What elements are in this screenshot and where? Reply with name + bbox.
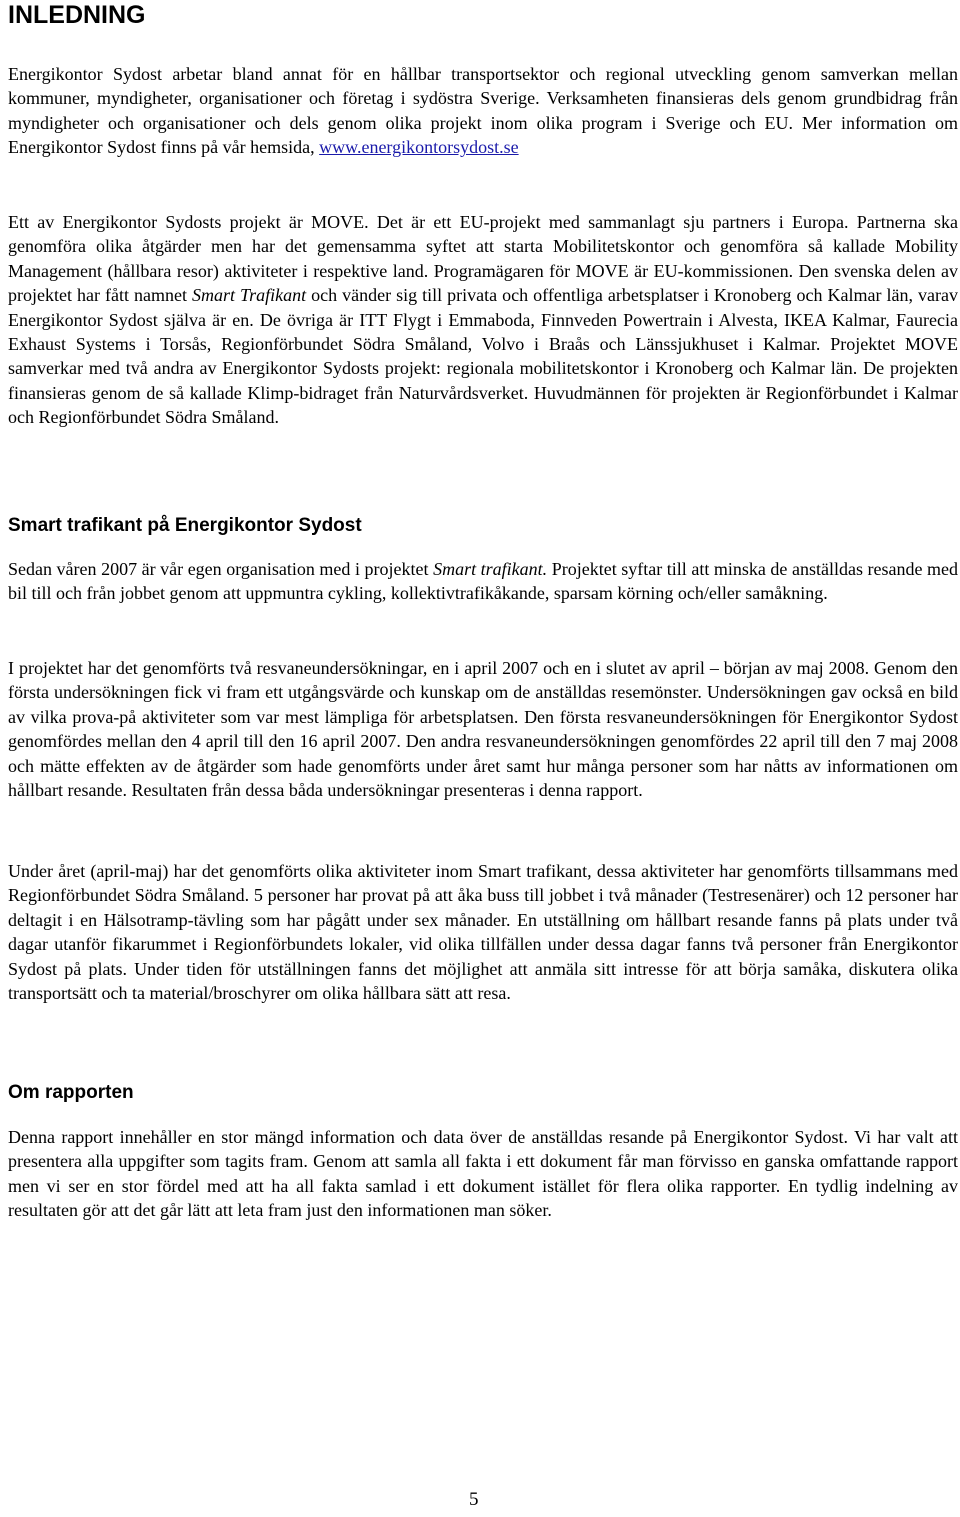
page-number: 5 xyxy=(469,1489,479,1510)
section-heading-smart-trafikant: Smart trafikant på Energikontor Sydost xyxy=(8,515,362,536)
website-link[interactable]: www.energikontorsydost.se xyxy=(319,137,519,158)
intro-text: Energikontor Sydost arbetar bland annat för en hållbar transportsektor och regional utveckling genom samverkan mellan kommuner, myndigheter, organisationer och företag i sydöstra Sverige. Verksamheten finansieras dels genom grundbidrag från myndigheter och organisationer och dels genom olika projekt inom olika program i Sverige och EU. Mer information om Energikontor Sydost finns på vår hemsida, xyxy=(8,64,958,158)
intro-paragraph-2 xyxy=(8,210,958,430)
smart-paragraph-2: I projektet har det genomförts två resvaneundersökningar, en i april 2007 och en i slutet av april – början av maj 2008. Genom den första undersökningen fick vi fram ett utgångsvärde och kunskap om de anställdas resemönster. Undersökningen gav också en bild av vilka prova-på aktiviteter som var mest lämpliga för arbetsplatsen. Den första resvaneundersökningen för Energikontor Sydost genomfördes mellan den 4 april till den 16 april 2007. Den andra resvaneundersökningen genomfördes 22 april till den 7 maj 2008 och mätte effekten av de åtgärder som hade genomförts under året samt hur många personer som har nåtts av informationen om hållbart resande. Resultaten från dessa båda undersökningar presenteras i denna rapport. xyxy=(8,658,958,801)
smart-trafikant-emphasis: Smart Trafikant xyxy=(192,285,307,306)
smart-trafikant-emphasis-2: Smart trafikant. xyxy=(433,559,548,579)
smart-paragraph-1 xyxy=(8,557,958,606)
smart-paragraph-3: Under året (april-maj) har det genomförts olika aktiviteter inom Smart trafikant, dessa aktiviteter har genomförts tillsammans med Regionförbundet Södra Småland. 5 personer har provat på att åka buss till jobbet i två månader (Testresenärer) och 12 personer har deltagit i en Hälsotramp-tävling som har pågått under sex månader. En utställning om hållbart resande fanns på plats under två dagar utanför fikarummet i Regionförbundets lokaler, vid olika tillfällen under dessa dagar fanns två personer från Energikontor Sydost på plats. Under tiden för utställningen fanns det möjlighet att anmäla sitt intresse för att börja samåka, diskutera olika transportsätt och ta material/broschyrer om olika hållbara sätt att resa. xyxy=(8,861,958,1004)
move-text-b: och vänder sig till privata och offentliga arbetsplatser i Kronoberg och Kalmar län, varav Energikontor Sydost själva är en. De övriga är ITT Flygt i Emmaboda, Finnveden Powertrain i Alvesta, IKEA Kalmar, Faurecia Exhaust Systems i Torsås, Regionförbundet Södra Småland, Volvo i Braås och Länssjukhuset i Kalmar. Projektet MOVE samverkar med två andra av Energikontor Sydosts projekt: regionala mobilitetskontor i Kronoberg och Kalmar län. De projekten finansieras genom de så kallade Klimp-bidraget från Naturvårdsverket. Huvudmännen för projekten är Regionförbundet i Kalmar och Regionförbundet Södra Småland. xyxy=(8,285,959,428)
chapter-heading: INLEDNING xyxy=(8,1,146,29)
move-text-a: Ett av Energikontor Sydosts projekt är MOVE. Det är ett EU-projekt med sammanlagt sju partners i Europa. Partnerna ska genomföra olika åtgärder men har det gemensamma syftet att starta Mobilitetskontor och genomföra så kallade Mobility Management (hållbara resor) aktiviteter i respektive land. Programägaren för MOVE är EU-kommissionen. Den svenska delen av projektet har fått namnet xyxy=(8,212,958,306)
smart-text-a: Sedan våren 2007 är vår egen organisation med i projektet xyxy=(8,559,429,579)
report-paragraph-1: Denna rapport innehåller en stor mängd information och data över de anställdas resande på Energikontor Sydost. Vi har valt att presentera alla uppgifter som tagits fram. Genom att samla all fakta i ett dokument får man förvisso en ganska omfattande rapport men vi ser en stor fördel med att ha all fakta samlad i ett dokument istället för flera olika rapporter. En tydlig indelning av resultaten gör att det går lätt att leta fram just den informationen man söker. xyxy=(8,1127,958,1221)
smart-text-b: Projektet syftar till att minska de anställdas resande med bil till och från jobbet genom att uppmuntra cykling, kollektivtrafikåkande, sparsam körning och/eller samåkning. xyxy=(8,559,959,604)
intro-paragraph-1 xyxy=(8,62,958,160)
section-heading-om-rapporten: Om rapporten xyxy=(8,1082,134,1103)
